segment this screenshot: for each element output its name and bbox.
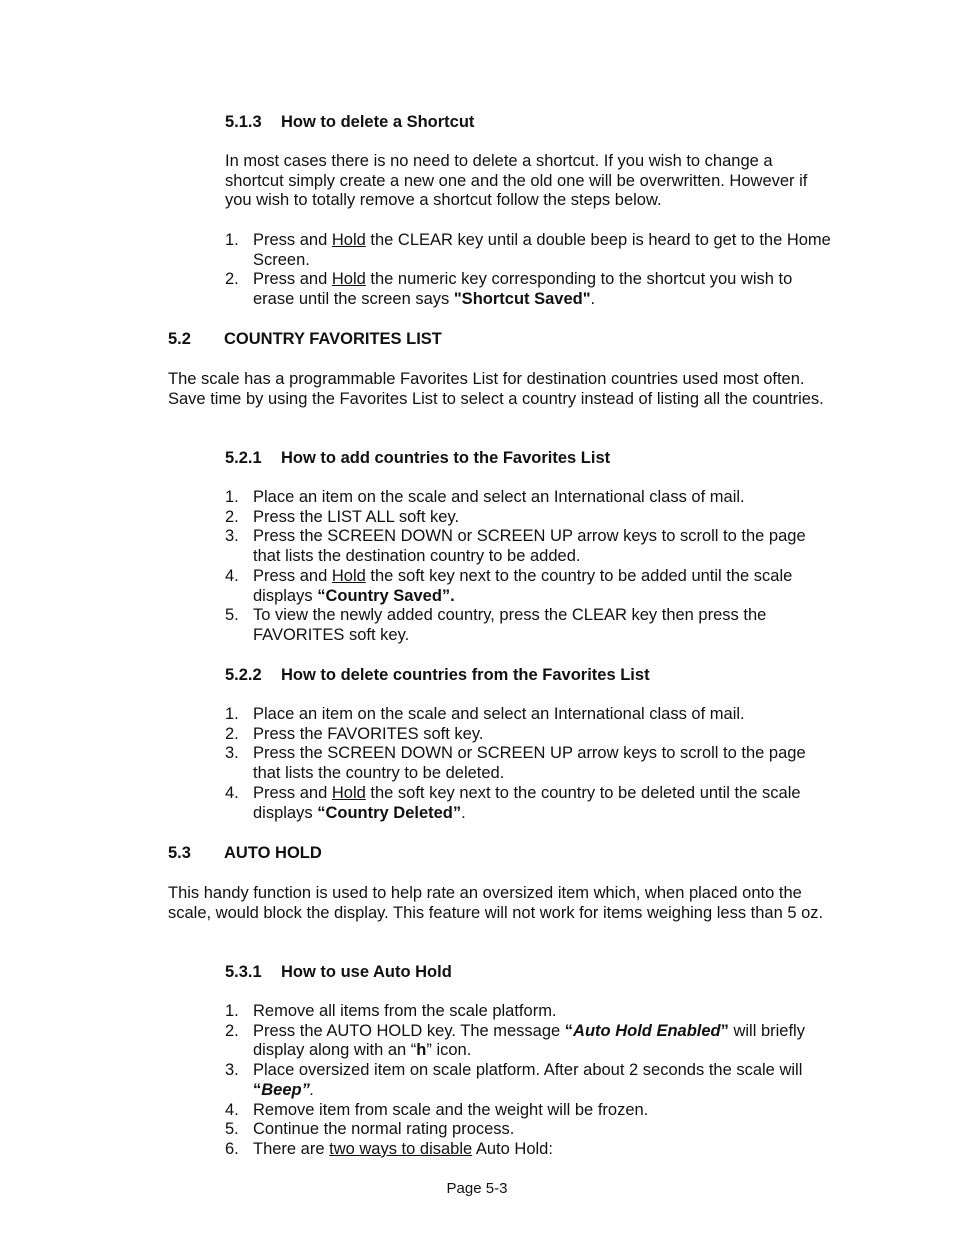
list-item: 4. Press and Hold the soft key next to the country to be added until the scale displays “Country Saved”. [225,566,793,605]
steps-list-5-2-2 [225,705,835,823]
section-title: COUNTRY FAVORITES LIST [224,330,442,348]
steps-list-5-2-1 [225,488,835,646]
list-item: 2. Press and Hold the numeric key corresponding to the shortcut you wish to erase until the screen says "Shortcut Saved". [225,270,793,309]
section-title: How to add countries to the Favorites List [281,449,611,467]
list-item: 3. Press the SCREEN DOWN or SCREEN UP arrow keys to scroll to the page that lists the destination country to be added. [225,527,806,566]
heading-5-3-1 [225,963,452,983]
paragraph: The scale has a programmable Favorites List for destination countries used most often. Save time by using the Favorites List to select a country instead of listing all the countries. [168,370,824,408]
heading-5-3 [168,844,322,864]
list-item: 3. Press the SCREEN DOWN or SCREEN UP arrow keys to scroll to the page that lists the country to be deleted. [225,744,806,783]
section-number: 5.3.1 [225,963,262,981]
section-title: AUTO HOLD [224,844,322,862]
list-item: 1. Place an item on the scale and select an International class of mail. [225,488,745,506]
list-item: 3. Place oversized item on scale platform. After about 2 seconds the scale will “Beep”. [225,1061,803,1099]
paragraph: This handy function is used to help rate an oversized item which, when placed onto the scale, would block the display. This feature will not work for items weighing less than 5 oz. [168,884,824,922]
list-item: 1. Place an item on the scale and select an International class of mail. [225,705,745,723]
section-number: 5.1.3 [225,113,262,131]
section-number: 5.3 [168,844,191,862]
list-item: 6. There are two ways to disable Auto Hold: [225,1139,553,1158]
section-number: 5.2.1 [225,449,262,467]
section-number: 5.2.2 [225,666,262,684]
heading-5-2-2 [225,666,650,686]
section-title: How to use Auto Hold [281,963,452,981]
paragraph: In most cases there is no need to delete a shortcut. If you wish to change a shortcut simply create a new one and the old one will be overwritten. However if you wish to totally remove a shortcut follow the steps below. [225,152,808,210]
list-item: 4. Remove item from scale and the weight will be frozen. [225,1100,649,1119]
section-title: How to delete countries from the Favorites List [281,666,650,684]
list-item: 2. Press the FAVORITES soft key. [225,724,484,743]
page-number: Page 5-3 [446,1180,508,1197]
steps-list-5-1-3 [225,231,835,310]
list-item: 2. Press the LIST ALL soft key. [225,507,460,526]
list-item: 1. Press and Hold the CLEAR key until a double beep is heard to get to the Home Screen. [225,231,831,269]
list-item: 4. Press and Hold the soft key next to the country to be deleted until the scale displays “Country Deleted”. [225,783,801,822]
steps-list-5-3-1 [225,1002,835,1160]
heading-5-2-1 [225,449,610,469]
section-number: 5.2 [168,330,191,348]
section-title: How to delete a Shortcut [281,113,475,131]
heading-5-2 [168,330,442,350]
list-item: 5. Continue the normal rating process. [225,1120,515,1139]
list-item: 1. Remove all items from the scale platform. [225,1002,557,1020]
list-item: 2. Press the AUTO HOLD key. The message “Auto Hold Enabled” will briefly display along with an “h” icon. [225,1021,805,1060]
list-item: 5. To view the newly added country, press the CLEAR key then press the FAVORITES soft key. [225,606,767,644]
heading-5-1-3 [225,113,474,133]
